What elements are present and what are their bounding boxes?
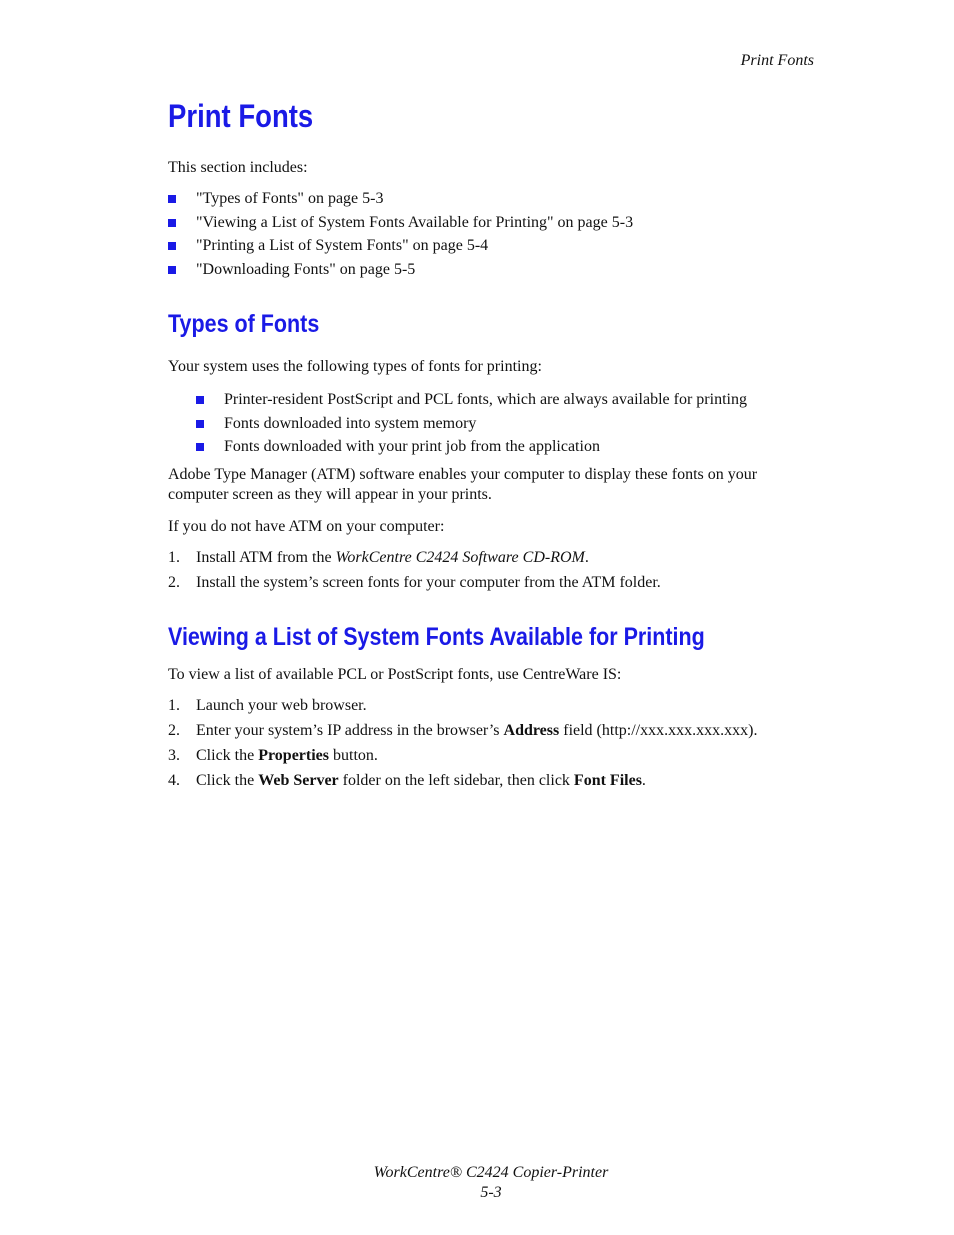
step-emphasis: WorkCentre C2424 Software CD-ROM	[335, 549, 585, 566]
list-item	[196, 390, 747, 414]
step-number: 1.	[168, 697, 180, 714]
font-types-list	[196, 390, 747, 461]
bullet-square-icon	[168, 266, 176, 274]
step-bold: Address	[503, 722, 560, 739]
step-text: Install ATM from the	[196, 549, 336, 566]
bullet-square-icon	[196, 396, 204, 404]
step-number: 2.	[168, 574, 180, 591]
viewing-steps	[168, 696, 757, 796]
atm-paragraph: Adobe Type Manager (ATM) software enables your computer to display these fonts on your computer screen as they will appear in your prints.	[168, 466, 758, 503]
atm-steps	[168, 548, 661, 598]
step-text: field (http://xxx.xxx.xxx.xxx).	[559, 722, 758, 739]
step-text: Enter your system’s IP address in the browser’s	[196, 722, 504, 739]
toc-list	[168, 189, 633, 283]
step-number: 1.	[168, 549, 180, 566]
page-title: Print Fonts	[168, 98, 314, 134]
section-heading-viewing: Viewing a List of System Fonts Available for Printing	[168, 623, 705, 651]
toc-item-label: "Downloading Fonts" on page 5-5	[196, 260, 416, 278]
bullet-square-icon	[196, 443, 204, 451]
toc-item-label: "Printing a List of System Fonts" on page 5-4	[196, 237, 489, 254]
step-text: Click the	[196, 772, 259, 789]
step-text: .	[584, 549, 589, 566]
list-item	[196, 437, 747, 461]
step-bold: Properties	[258, 747, 330, 764]
toc-item[interactable]	[168, 260, 633, 284]
toc-item[interactable]	[168, 236, 633, 260]
bullet-square-icon	[196, 420, 204, 428]
list-item-label: Fonts downloaded with your print job from the application	[224, 438, 600, 455]
list-item-label: Fonts downloaded into system memory	[224, 414, 477, 432]
step-text: .	[641, 772, 646, 789]
step-number: 3.	[168, 747, 180, 764]
running-header: Print Fonts	[740, 52, 814, 69]
toc-item-label: "Types of Fonts" on page 5-3	[196, 190, 384, 207]
step-item	[168, 721, 757, 746]
no-atm-text: If you do not have ATM on your computer:	[168, 518, 445, 535]
step-item	[168, 548, 661, 573]
footer-page-number: 5-3	[480, 1184, 502, 1201]
section-heading-types: Types of Fonts	[168, 310, 320, 338]
step-text: button.	[329, 747, 378, 764]
toc-item-label: "Viewing a List of System Fonts Available for Printing" on page 5-3	[196, 213, 634, 231]
list-item	[196, 414, 747, 438]
step-text: Click the	[196, 747, 259, 764]
step-text: folder on the left sidebar, then click	[338, 772, 574, 789]
intro-text: This section includes:	[168, 159, 308, 176]
step-bold: Web Server	[258, 772, 339, 789]
bullet-square-icon	[168, 219, 176, 227]
toc-item[interactable]	[168, 213, 633, 237]
step-number: 4.	[168, 772, 180, 789]
step-number: 2.	[168, 722, 180, 739]
step-bold: Font Files	[573, 772, 642, 789]
step-text: Install the system’s screen fonts for your computer from the ATM folder.	[196, 574, 661, 591]
types-intro: Your system uses the following types of fonts for printing:	[168, 358, 542, 375]
step-item	[168, 573, 661, 598]
list-item-label: Printer-resident PostScript and PCL fonts, which are always available for printing	[224, 391, 747, 408]
footer-product: WorkCentre® C2424 Copier-Printer	[373, 1164, 609, 1181]
page-footer	[0, 1163, 954, 1203]
step-item	[168, 746, 757, 771]
step-item	[168, 771, 757, 796]
toc-item[interactable]	[168, 189, 633, 213]
bullet-square-icon	[168, 195, 176, 203]
step-text: Launch your web browser.	[196, 697, 367, 714]
viewing-intro: To view a list of available PCL or PostScript fonts, use CentreWare IS:	[168, 666, 622, 683]
step-item	[168, 696, 757, 721]
bullet-square-icon	[168, 242, 176, 250]
